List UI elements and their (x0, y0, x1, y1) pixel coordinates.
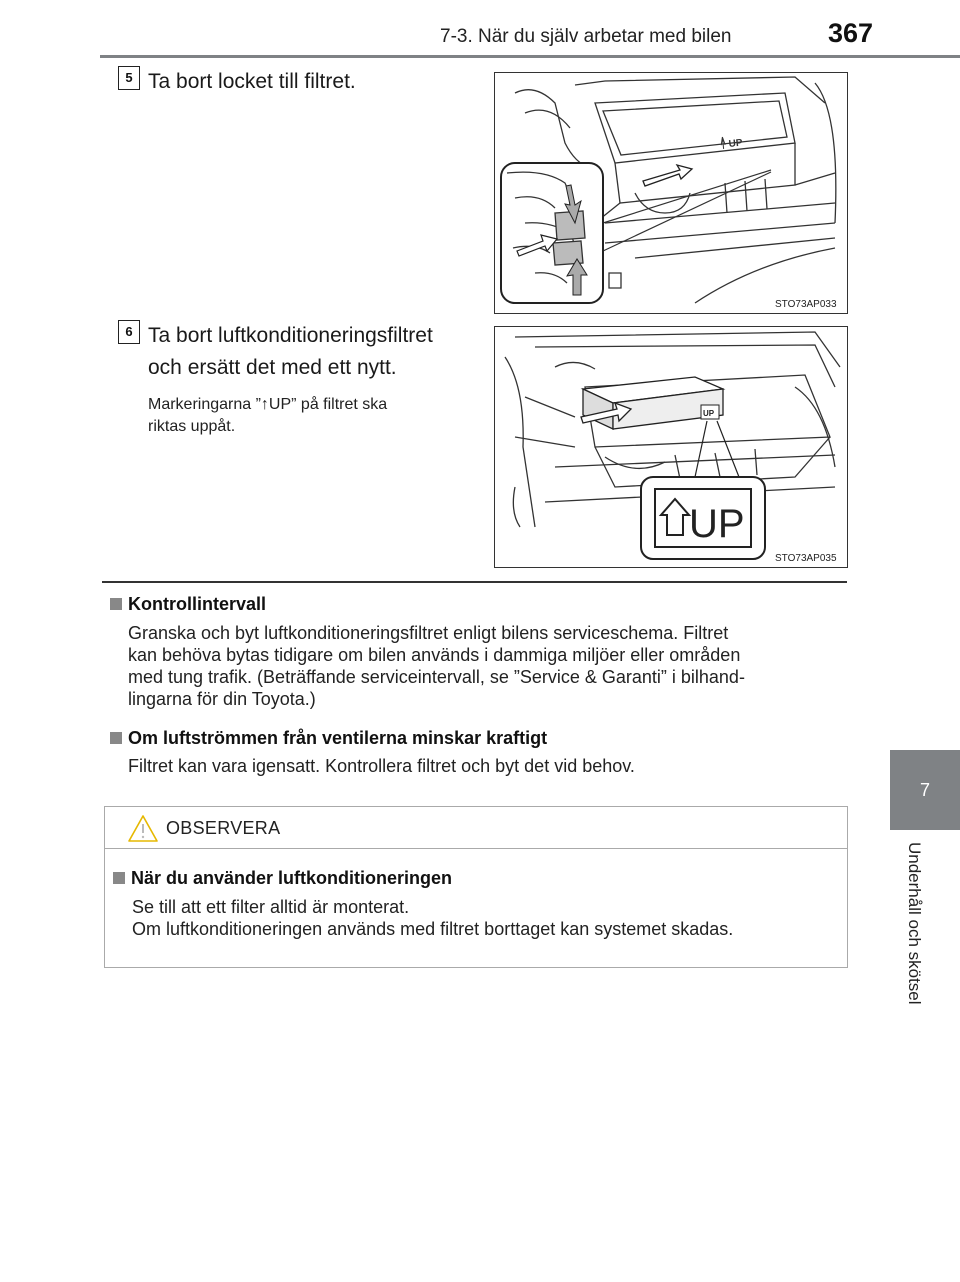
inspection-text-line2: kan behöva bytas tidigare om bilen används i dammiga miljöer eller områden (128, 645, 741, 665)
step-number-6: 6 (118, 320, 140, 344)
figure-up-mark-large: UP (689, 502, 745, 546)
inspection-text-line4: lingarna för din Toyota.) (128, 689, 316, 709)
figure-code-035: STO73AP035 (775, 553, 837, 564)
section-heading-inspection-interval: Kontrollintervall (110, 594, 266, 615)
figure-up-mark-small-2: UP (703, 409, 715, 418)
section-heading-airflow-reduced: Om luftströmmen från ventilerna minskar kraftigt (110, 728, 547, 749)
notice-divider (104, 848, 848, 849)
step-number-5: 5 (118, 66, 140, 90)
figure-code-033: STO73AP033 (775, 299, 837, 310)
step-6-note-line2: riktas uppåt. (148, 418, 236, 435)
figure-remove-filter-cover (494, 72, 848, 314)
page-number: 367 (828, 18, 874, 48)
figure-replace-filter (494, 326, 848, 568)
filter-cover-illustration (495, 73, 847, 313)
step-6-note-line1: Markeringarna ”↑UP” på filtret ska (148, 396, 388, 413)
square-bullet-icon (110, 732, 122, 744)
airflow-text-line1: Filtret kan vara igensatt. Kontrollera filtret och byt det vid behov. (128, 756, 635, 776)
square-bullet-icon (113, 872, 125, 884)
running-header-section: 7-3. När du själv arbetar med bilen (440, 26, 732, 47)
filter-replace-illustration (495, 327, 847, 567)
square-bullet-icon (110, 598, 122, 610)
step-5-title: Ta bort locket till filtret. (148, 70, 356, 93)
notice-heading: När du använder luftkonditioneringen (113, 868, 452, 889)
chapter-title-vertical: Underhåll och skötsel (905, 842, 924, 1005)
notice-text-line1: Se till att ett filter alltid är monterat. (132, 897, 410, 917)
warning-triangle-icon (127, 814, 159, 844)
step-6-title-line2: och ersätt det med ett nytt. (148, 356, 397, 379)
section-separator (102, 581, 847, 583)
chapter-tab: 7 (890, 750, 960, 830)
notice-label: OBSERVERA (166, 818, 281, 838)
step-6-title-line1: Ta bort luftkonditioneringsfiltret (148, 324, 433, 347)
notice-text-line2: Om luftkonditioneringen används med filtret borttaget kan systemet skadas. (132, 919, 734, 939)
inspection-text-line3: med tung trafik. (Beträffande serviceintervall, se ”Service & Garanti” i bilhand- (128, 667, 745, 687)
figure-up-mark-small: UP (728, 137, 744, 150)
header-rule (100, 55, 960, 58)
inspection-text-line1: Granska och byt luftkonditioneringsfiltret enligt bilens serviceschema. Filtret (128, 623, 729, 643)
